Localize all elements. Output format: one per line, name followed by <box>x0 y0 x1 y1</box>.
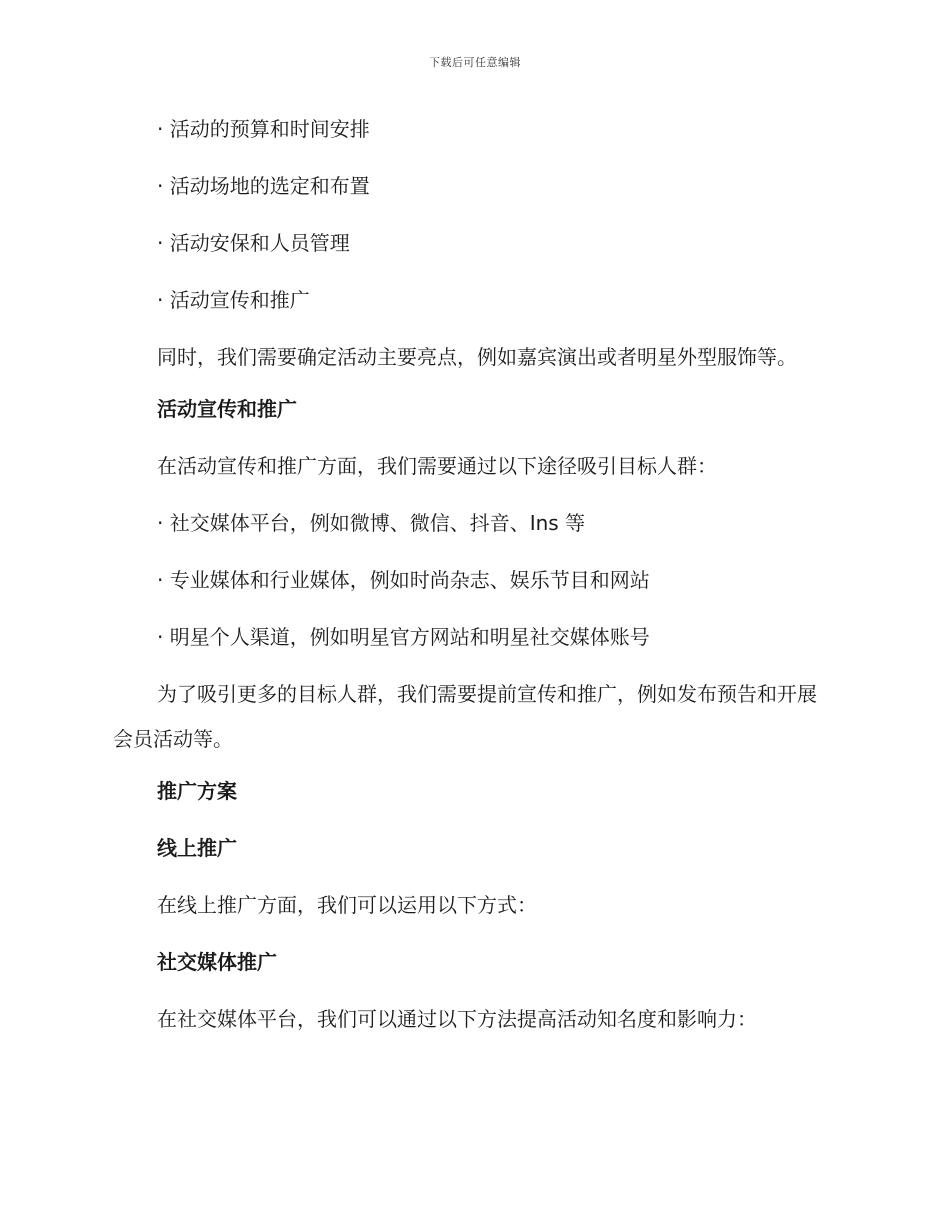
section-heading: 活动宣传和推广 <box>157 397 297 421</box>
document-body <box>113 112 833 1059</box>
subsection-heading: 社交媒体推广 <box>157 950 277 974</box>
bullet-item: · 活动的预算和时间安排 <box>157 117 370 141</box>
page-header: 下载后可任意编辑 <box>429 56 521 69</box>
paragraph-intro: 在社交媒体平台，我们可以通过以下方法提高活动知名度和影响力： <box>157 1007 757 1031</box>
bullet-item: · 明星个人渠道，例如明星官方网站和明星社交媒体账号 <box>157 625 650 649</box>
paragraph-intro: 在线上推广方面，我们可以运用以下方式： <box>157 893 537 917</box>
paragraph-intro: 在活动宣传和推广方面，我们需要通过以下途径吸引目标人群： <box>157 454 717 478</box>
bullet-item: · 社交媒体平台，例如微博、微信、抖音、Ins 等 <box>157 511 586 535</box>
bullet-item: · 活动场地的选定和布置 <box>157 174 370 198</box>
paragraph: 为了吸引更多的目标人群，我们需要提前宣传和推广，例如发布预告和开展会员活动等。 <box>113 682 817 751</box>
subsection-heading: 线上推广 <box>157 836 237 860</box>
paragraph: 同时，我们需要确定活动主要亮点，例如嘉宾演出或者明星外型服饰等。 <box>157 345 797 369</box>
bullet-item: · 专业媒体和行业媒体，例如时尚杂志、娱乐节目和网站 <box>157 568 650 592</box>
section-heading: 推广方案 <box>157 779 237 803</box>
bullet-item: · 活动宣传和推广 <box>157 288 310 312</box>
bullet-item: · 活动安保和人员管理 <box>157 231 350 255</box>
